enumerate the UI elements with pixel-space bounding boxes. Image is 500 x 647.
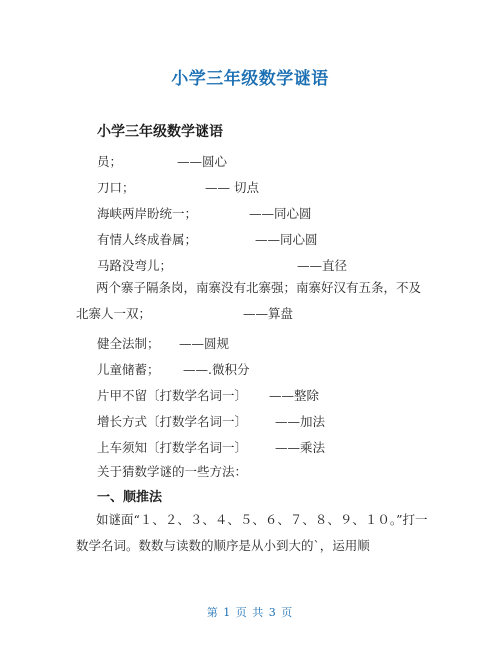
riddle-line	[97, 438, 326, 456]
riddle-answer: ——整除	[269, 388, 320, 403]
riddle-line	[97, 152, 228, 170]
riddle-answer: —— 切点	[205, 180, 259, 195]
methods-intro: 关于猜数学谜的一些方法：	[97, 464, 248, 479]
riddle-answer: ——同心圆	[249, 206, 312, 221]
section-title: 小学三年级数学谜语	[97, 124, 223, 140]
riddle-line	[97, 334, 230, 352]
method-paragraph-text: 如谜面“１、２、３、４、５、６、７、８、９、１０。”打一数学名词。数数与读数的顺序是从小到大的`，运用顺	[76, 512, 428, 553]
long-riddle-text: 两个寨子隔条岗，南寨没有北寨强；南寨好汉有五条，不及北寨人一双；	[76, 280, 422, 321]
riddle-answer: ——同心圆	[255, 232, 318, 247]
riddle-answer: ——乘法	[275, 440, 326, 455]
riddle-line	[97, 256, 348, 274]
method-heading: 一、顺推法	[97, 490, 163, 505]
riddle-question: 海峡两岸盼统一；	[97, 206, 198, 221]
riddle-line	[97, 178, 259, 196]
riddle-answer: ——圆心	[177, 154, 228, 169]
riddle-question: 马路没弯儿；	[97, 258, 173, 273]
long-riddle	[76, 275, 428, 327]
riddle-answer: ——.微积分	[183, 362, 250, 377]
riddle-question: 员；	[97, 154, 123, 169]
riddle-line	[97, 360, 250, 378]
riddle-question: 增长方式〔打数学名词一〕	[97, 414, 248, 429]
page-title: 小学三年级数学谜语	[171, 69, 329, 89]
riddle-question: 儿童储蓄；	[97, 362, 160, 377]
long-riddle-answer: ——算盘	[243, 306, 294, 321]
method-paragraph	[76, 507, 428, 559]
riddle-answer: ——直径	[297, 258, 348, 273]
riddle-line	[97, 412, 326, 430]
riddle-question: 刀口；	[97, 180, 135, 195]
riddle-question: 有情人终成眷属；	[97, 232, 198, 247]
riddle-line	[97, 204, 312, 222]
riddle-question: 片甲不留〔打数学名词一〕	[97, 388, 248, 403]
riddle-line	[97, 386, 320, 404]
riddle-line	[97, 230, 318, 248]
riddle-question: 上车须知〔打数学名词一〕	[97, 440, 248, 455]
riddle-answer: ——圆规	[179, 336, 230, 351]
riddle-question: 健全法制；	[97, 336, 160, 351]
riddle-answer: ——加法	[275, 414, 326, 429]
page-footer: 第 1 页 共 3 页	[206, 606, 294, 619]
